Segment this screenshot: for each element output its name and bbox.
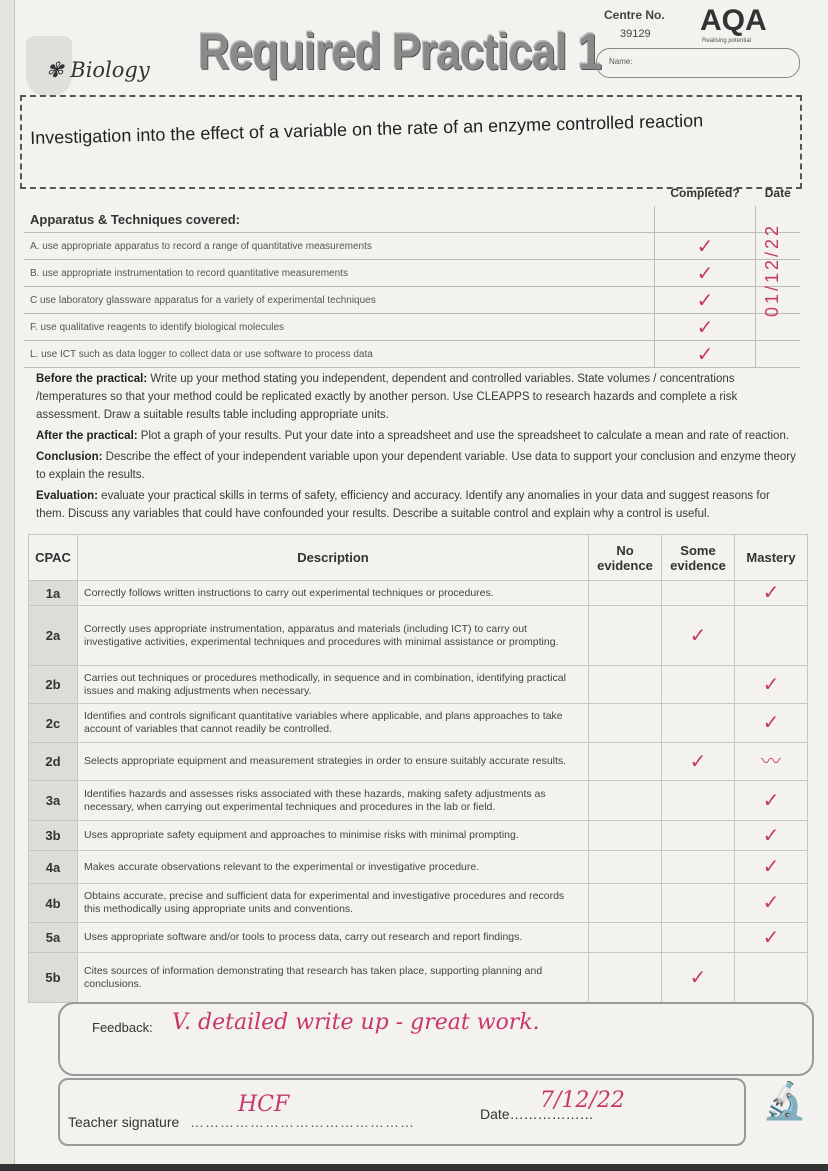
cpac-header-description: Description [78, 535, 589, 581]
signature-date-label: Date……………… [480, 1106, 594, 1122]
cpac-no-cell [589, 884, 662, 923]
cpac-code: 3b [29, 821, 78, 851]
check-mark: ✓ [696, 288, 714, 312]
cpac-no-cell [589, 666, 662, 704]
apparatus-table [24, 180, 800, 368]
check-mark: ✓ [762, 580, 780, 604]
check-mark: ✓ [689, 622, 707, 647]
cpac-no-cell [589, 581, 662, 606]
cpac-some-cell [662, 781, 735, 821]
cpac-some-cell [662, 821, 735, 851]
cpac-no-cell [589, 781, 662, 821]
apparatus-heading: Apparatus & Techniques covered: [24, 206, 655, 233]
cpac-row [29, 743, 808, 781]
cpac-header-code: CPAC [29, 535, 78, 581]
cpac-description: Correctly uses appropriate instrumentation, apparatus and materials (including ICT) to carry out investigative activities, experimental techniques and procedures with minimal assistance or prompting. [78, 606, 589, 666]
cpac-header-mastery: Mastery [735, 535, 808, 581]
cpac-no-cell [589, 606, 662, 666]
cpac-no-cell [589, 851, 662, 884]
cpac-some-cell [662, 581, 735, 606]
completed-cell [655, 233, 756, 260]
check-mark: ✓ [689, 964, 707, 989]
check-mark: 〰 [761, 748, 781, 773]
cpac-some-cell [662, 953, 735, 1003]
page-edge [0, 0, 15, 1171]
apparatus-row [24, 233, 800, 260]
apparatus-item: L. use ICT such as data logger to collect data or use software to process data [24, 341, 655, 368]
apparatus-row [24, 341, 800, 368]
apparatus-item: F. use qualitative reagents to identify biological molecules [24, 314, 655, 341]
cpac-description: Carries out techniques or procedures methodically, in sequence and in combination, identifying practical issues and making adjustments when necessary. [78, 666, 589, 704]
instruction-text: Plot a graph of your results. Put your date into a spreadsheet and use the spreadsheet to calculate a mean and rate of reaction. [137, 430, 790, 442]
cpac-mastery-cell [735, 781, 808, 821]
instructions [36, 370, 796, 526]
cpac-row [29, 821, 808, 851]
signature-date: 7/12/22 [540, 1088, 625, 1113]
apparatus-item: A. use appropriate apparatus to record a range of quantitative measurements [24, 233, 655, 260]
cpac-description: Identifies and controls significant quantitative variables where applicable, and plans approaches to take account of variables that cannot readily be controlled. [78, 704, 589, 743]
cpac-row [29, 953, 808, 1003]
instruction-label: Evaluation: [36, 490, 98, 502]
cpac-some-cell [662, 851, 735, 884]
instruction-paragraph [36, 487, 796, 523]
cpac-code: 2d [29, 743, 78, 781]
check-mark: ✓ [696, 261, 714, 285]
check-mark: ✓ [762, 854, 780, 878]
page-bottom-edge [0, 1164, 828, 1171]
cpac-mastery-cell [735, 666, 808, 704]
signature-line: ……………………………………… [190, 1114, 415, 1130]
cpac-no-cell [589, 743, 662, 781]
cpac-row [29, 666, 808, 704]
check-mark: ✓ [689, 748, 707, 773]
cpac-no-cell [589, 704, 662, 743]
instruction-paragraph [36, 370, 796, 424]
centre-number: 39129 [620, 28, 651, 40]
completed-cell [655, 314, 756, 341]
page-title: Required Practical 1 [198, 24, 602, 81]
name-label: Name: [609, 57, 633, 66]
centre-label: Centre No. [604, 8, 665, 22]
cpac-code: 2b [29, 666, 78, 704]
check-mark: ✓ [696, 234, 714, 258]
apparatus-row [24, 314, 800, 341]
check-mark: ✓ [762, 890, 780, 914]
cpac-table [28, 534, 808, 1003]
cpac-description: Makes accurate observations relevant to the experimental or investigative procedure. [78, 851, 589, 884]
cpac-some-cell [662, 923, 735, 953]
instruction-paragraph [36, 427, 796, 445]
cpac-code: 4b [29, 884, 78, 923]
check-mark: ✓ [696, 342, 714, 366]
cpac-row [29, 704, 808, 743]
cpac-code: 2a [29, 606, 78, 666]
check-mark: ✓ [762, 671, 780, 696]
cpac-no-cell [589, 953, 662, 1003]
cpac-code: 3a [29, 781, 78, 821]
feedback-text: V. detailed write up - great work. [172, 1010, 540, 1035]
subject-label: ✾ Biology [46, 58, 150, 82]
check-mark: ✓ [696, 315, 714, 339]
cpac-some-cell [662, 606, 735, 666]
cpac-row [29, 781, 808, 821]
check-mark: ✓ [762, 924, 780, 949]
cpac-mastery-cell [735, 923, 808, 953]
teacher-signature: HCF [238, 1092, 290, 1117]
date-header: Date [764, 186, 791, 200]
cpac-some-cell [662, 666, 735, 704]
completed-header: Completed? [670, 186, 740, 200]
instruction-text: Describe the effect of your independent variable upon your dependent variable. Use data to support your conclusion and enzyme theory to explain the results. [36, 451, 796, 481]
cpac-row [29, 884, 808, 923]
apparatus-item: C use laboratory glassware apparatus for a variety of experimental techniques [24, 287, 655, 314]
cpac-mastery-cell [735, 606, 808, 666]
cpac-some-cell [662, 884, 735, 923]
cpac-code: 4a [29, 851, 78, 884]
cpac-mastery-cell [735, 884, 808, 923]
feedback-label: Feedback: [92, 1020, 153, 1035]
apparatus-date: 01/12/22 [762, 222, 782, 318]
apparatus-row [24, 287, 800, 314]
cpac-mastery-cell [735, 704, 808, 743]
cpac-description: Correctly follows written instructions to carry out experimental techniques or procedures. [78, 581, 589, 606]
apparatus-item: B. use appropriate instrumentation to record quantitative measurements [24, 260, 655, 287]
cpac-description: Uses appropriate software and/or tools to process data, carry out research and report findings. [78, 923, 589, 953]
signature-box [58, 1078, 746, 1146]
cpac-description: Cites sources of information demonstrating that research has taken place, supporting planning and conclusions. [78, 953, 589, 1003]
instruction-paragraph [36, 448, 796, 484]
cpac-row [29, 606, 808, 666]
cpac-mastery-cell [735, 743, 808, 781]
cpac-header-some-evidence: Some evidence [662, 535, 735, 581]
cpac-row [29, 581, 808, 606]
instruction-label: After the practical: [36, 430, 138, 442]
microscope-icon: 🔬 [762, 1080, 807, 1121]
cpac-mastery-cell [735, 581, 808, 606]
instruction-text: evaluate your practical skills in terms of safety, efficiency and accuracy. Identify any anomalies in your data and suggest reasons for them. Discuss any variables that could have confounded your results. Describe a suitable control and explain why a control is useful. [36, 490, 770, 520]
cpac-some-cell [662, 704, 735, 743]
apparatus-row [24, 260, 800, 287]
cpac-mastery-cell [735, 953, 808, 1003]
cpac-no-cell [589, 821, 662, 851]
cpac-code: 2c [29, 704, 78, 743]
completed-cell [655, 260, 756, 287]
check-mark: ✓ [762, 787, 780, 812]
date-cell [756, 341, 801, 368]
name-field[interactable] [596, 48, 800, 78]
cpac-code: 1a [29, 581, 78, 606]
cpac-description: Identifies hazards and assesses risks associated with these hazards, making safety adjustments as necessary, when carrying out experimental techniques and procedures in the lab or field. [78, 781, 589, 821]
cpac-header-no-evidence: No evidence [589, 535, 662, 581]
check-mark: ✓ [762, 710, 780, 734]
aqa-logo: AQA [700, 4, 767, 37]
aqa-tagline: Realising potential [702, 38, 752, 44]
instruction-label: Before the practical: [36, 373, 148, 385]
check-mark: ✓ [762, 822, 780, 847]
instruction-label: Conclusion: [36, 451, 103, 463]
cpac-mastery-cell [735, 851, 808, 884]
cpac-mastery-cell [735, 821, 808, 851]
signature-label: Teacher signature [68, 1114, 180, 1130]
cpac-no-cell [589, 923, 662, 953]
cpac-code: 5b [29, 953, 78, 1003]
cpac-description: Uses appropriate safety equipment and approaches to minimise risks with minimal prompting. [78, 821, 589, 851]
investigation-title: Investigation into the effect of a variable on the rate of an enzyme controlled reaction [30, 110, 704, 148]
cpac-description: Obtains accurate, precise and sufficient data for experimental and investigative procedures and records this methodically using appropriate units and conventions. [78, 884, 589, 923]
cpac-description: Selects appropriate equipment and measurement strategies in order to ensure suitably accurate results. [78, 743, 589, 781]
subject-text: Biology [70, 58, 150, 82]
cpac-row [29, 851, 808, 884]
completed-cell [655, 341, 756, 368]
instruction-text: Write up your method stating you independent, dependent and controlled variables. State volumes / concentrations /temperatures so that your method could be replicated exactly by another person. Use CLEAPPS to research hazards and complete a risk assessment. Draw a suitable results table including appropriate units. [36, 373, 738, 421]
cpac-some-cell [662, 743, 735, 781]
cpac-code: 5a [29, 923, 78, 953]
completed-cell [655, 287, 756, 314]
cpac-row [29, 923, 808, 953]
